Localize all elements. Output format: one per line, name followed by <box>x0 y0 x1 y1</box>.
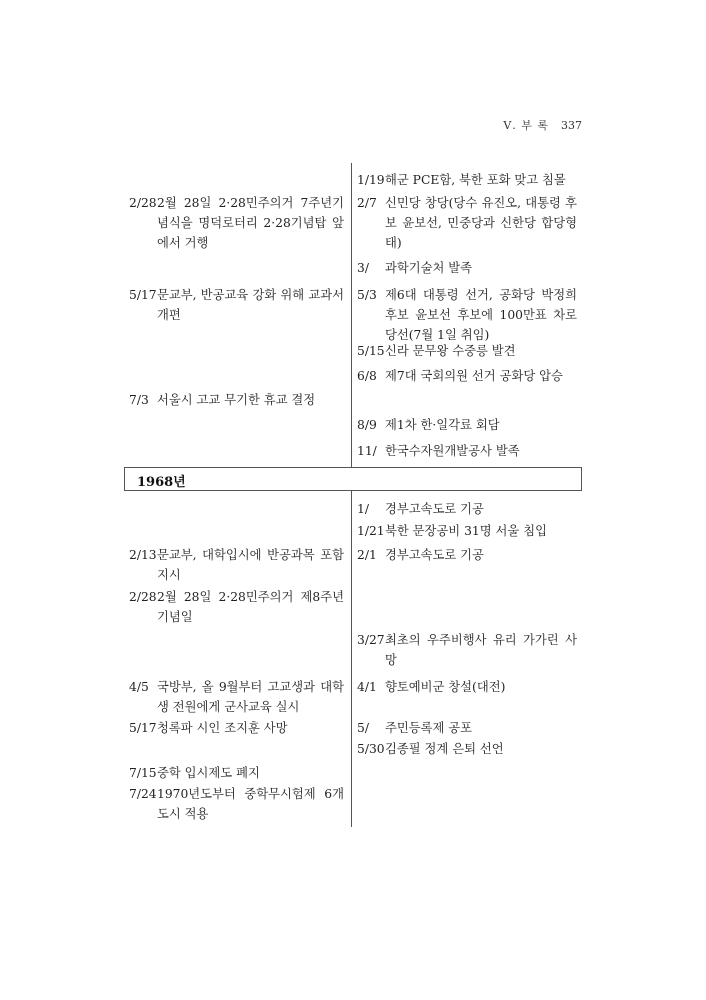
entry-text: 경부고속도로 기공 <box>385 502 484 516</box>
entry-text: 서울시 고교 무기한 휴교 결정 <box>157 393 316 407</box>
timeline-entry <box>357 193 577 253</box>
page-number: 337 <box>561 119 582 132</box>
timeline-entry <box>357 285 577 345</box>
entry-text: 최초의 우주비행사 유리 가가린 사망 <box>385 633 577 667</box>
timeline-entry <box>357 739 577 759</box>
entry-date: 7/15 <box>129 766 157 780</box>
entry-date: 3/ <box>357 261 369 275</box>
section-title: Ⅴ. 부 록 <box>503 119 549 132</box>
entry-date: 5/ <box>357 721 369 735</box>
timeline-entry <box>357 677 577 697</box>
timeline-entry <box>129 545 344 585</box>
year-heading: 1968년 <box>124 467 582 491</box>
entry-date: 4/5 <box>129 680 149 694</box>
entry-text: 신민당 창당(당수 유진오, 대통령 후보 윤보선, 민중당과 신한당 합당형태) <box>385 196 577 250</box>
entry-date: 7/3 <box>129 393 149 407</box>
timeline-entry <box>129 193 344 253</box>
entry-date: 6/8 <box>357 369 377 383</box>
timeline-entry <box>357 258 577 278</box>
column-divider <box>351 491 352 827</box>
entry-text: 국방부, 올 9월부터 고교생과 대학생 전원에게 군사교육 실시 <box>157 680 344 714</box>
page-header <box>503 117 582 133</box>
entry-text: 제7대 국회의원 선거 공화당 압승 <box>385 369 563 383</box>
entry-text: 2월 28일 2·28민주의거 제8주년 기념일 <box>157 590 344 624</box>
entry-date: 2/13 <box>129 548 157 562</box>
entry-date: 1/19 <box>357 173 385 187</box>
entry-date: 8/9 <box>357 418 377 432</box>
entry-date: 5/3 <box>357 288 377 302</box>
timeline-entry <box>357 630 577 670</box>
entry-text: 문교부, 대학입시에 반공과목 포함지시 <box>157 548 344 582</box>
entry-text: 청록파 시인 조지훈 사망 <box>157 721 288 735</box>
timeline-entry <box>357 341 577 361</box>
timeline-entry <box>357 521 577 541</box>
entry-date: 3/27 <box>357 633 385 647</box>
entry-text: 2월 28일 2·28민주의거 7주년기념식을 명덕로터리 2·28기념탑 앞에서 거행 <box>157 196 344 250</box>
entry-date: 5/30 <box>357 742 385 756</box>
entry-date: 1/21 <box>357 524 385 538</box>
entry-date: 2/28 <box>129 196 157 210</box>
entry-date: 7/24 <box>129 787 157 801</box>
entry-date: 5/17 <box>129 288 157 302</box>
entry-text: 중학 입시제도 폐지 <box>157 766 260 780</box>
timeline-entry <box>357 499 577 519</box>
entry-text: 주민등록제 공포 <box>385 721 473 735</box>
entry-text: 해군 PCE함, 북한 포화 맞고 침몰 <box>385 173 566 187</box>
entry-text: 문교부, 반공교육 강화 위해 교과서 개편 <box>157 288 344 322</box>
entry-text: 북한 문장공비 31명 서울 침입 <box>385 524 547 538</box>
entry-date: 1/ <box>357 502 369 516</box>
entry-date: 5/17 <box>129 721 157 735</box>
column-divider <box>351 163 352 467</box>
timeline-entry <box>357 545 577 565</box>
timeline-entry <box>129 285 344 325</box>
timeline-entry <box>357 366 577 386</box>
timeline-entry <box>129 390 344 410</box>
entry-date: 11/ <box>357 444 377 458</box>
entry-text: 제6대 대통령 선거, 공화당 박정희 후보 윤보선 후보에 100만표 차로 당선(7월 1일 취임) <box>385 288 577 342</box>
timeline-entry <box>129 587 344 627</box>
timeline-entry <box>357 415 577 435</box>
timeline-entry <box>129 718 344 738</box>
entry-date: 5/15 <box>357 344 385 358</box>
entry-text: 향토예비군 창설(대전) <box>385 680 506 694</box>
entry-date: 2/1 <box>357 548 377 562</box>
entry-date: 2/7 <box>357 196 377 210</box>
timeline-entry <box>357 441 577 461</box>
timeline-entry <box>357 718 577 738</box>
entry-text: 신라 문무왕 수중릉 발견 <box>385 344 516 358</box>
entry-text: 경부고속도로 기공 <box>385 548 484 562</box>
entry-text: 한국수자원개발공사 발족 <box>385 444 520 458</box>
timeline-entry <box>129 677 344 717</box>
timeline-entry <box>129 763 344 783</box>
entry-text: 김종필 정계 은퇴 선언 <box>385 742 504 756</box>
timeline-entry <box>357 170 577 190</box>
entry-date: 4/1 <box>357 680 377 694</box>
entry-date: 2/28 <box>129 590 157 604</box>
timeline-entry <box>129 784 344 824</box>
entry-text: 1970년도부터 중학무시험제 6개 도시 적용 <box>157 787 344 821</box>
entry-text: 제1차 한·일각료 회담 <box>385 418 500 432</box>
entry-text: 과학기술처 발족 <box>385 261 473 275</box>
